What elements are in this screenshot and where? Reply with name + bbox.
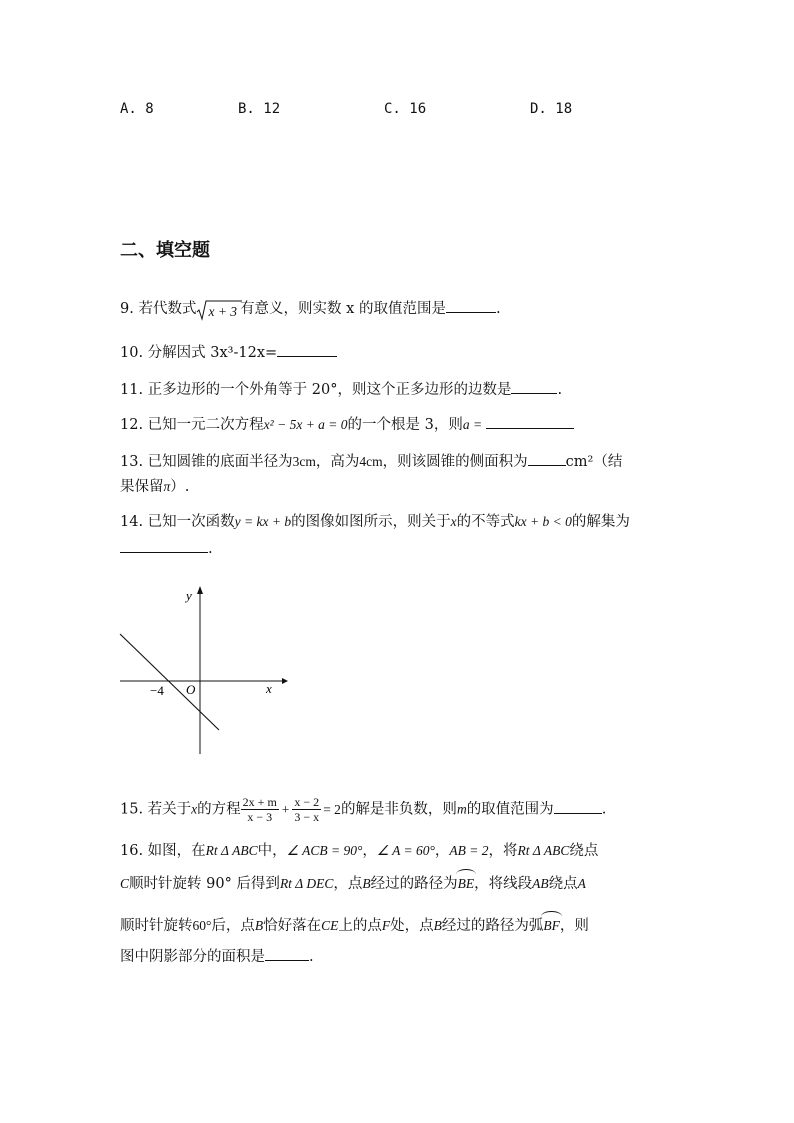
x-axis-label: x <box>266 681 272 696</box>
q16-degree-60: 60° <box>192 918 212 933</box>
question-16-line-3 <box>120 916 589 936</box>
y-axis-arrow-icon <box>197 586 203 594</box>
q14-mid2: 的不等式 <box>456 514 515 530</box>
q16-blank <box>265 946 309 961</box>
q16-l3-mid: 后，点 <box>211 918 255 934</box>
q14-pre: 14. 已知一次函数 <box>120 514 235 530</box>
q14-post: 的解集为 <box>571 514 630 530</box>
q15-pre: 15. 若关于 <box>120 801 192 818</box>
q16-angle-a: ∠ A = 60° <box>376 843 435 858</box>
q16-arc-bf: BF <box>543 916 560 936</box>
q12-pre: 12. 已知一元二次方程 <box>120 417 264 433</box>
q11-blank <box>511 379 557 394</box>
q12-variable: a = <box>462 417 483 432</box>
q16-l3-mid4: 处，点 <box>390 918 434 934</box>
origin-label: O <box>186 682 196 697</box>
question-16-line-4 <box>120 946 314 967</box>
q16-arc-be: BE <box>458 874 475 894</box>
q12-blank <box>486 414 574 429</box>
question-11 <box>120 379 562 400</box>
q14-function: y = kx + b <box>234 514 292 529</box>
q16-point-f: F <box>381 918 391 933</box>
question-12 <box>120 414 574 435</box>
q10-text: 10. 分解因式 3x³-12x= <box>120 345 278 361</box>
q16-l1-mid: 中， <box>257 843 287 859</box>
q15-x: x <box>191 801 198 817</box>
q13-blank <box>528 451 566 466</box>
question-14-line-1 <box>120 512 630 532</box>
q16-l3-pre: 顺时针旋转 <box>120 918 193 934</box>
q16-segment-ab: AB <box>532 876 549 891</box>
sqrt-radicand: x + 3 <box>208 304 238 319</box>
fraction-1 <box>241 795 279 824</box>
q16-point-a: A <box>577 876 586 891</box>
q15-end: . <box>601 801 607 818</box>
section-title: 二、填空题 <box>120 240 210 261</box>
sqrt-sign-icon <box>196 299 242 321</box>
q12-equation: x² − 5x + a = 0 <box>263 417 348 432</box>
q16-segment-ce: CE <box>321 918 339 933</box>
q16-l3-mid3: 上的点 <box>338 918 382 934</box>
question-14-line-2 <box>120 538 213 559</box>
q16-triangle-3: Rt Δ DEC <box>279 876 334 891</box>
q9-post: 有意义，则实数 x 的取值范围是 <box>240 301 446 317</box>
fraction-1-denominator: x − 3 <box>247 810 273 824</box>
q14-x: x <box>450 514 457 529</box>
q16-l3-mid2: 恰好落在 <box>263 918 322 934</box>
q16-ab: AB = 2 <box>449 843 489 858</box>
question-15 <box>120 795 606 824</box>
q10-blank <box>277 342 337 357</box>
fraction-2-denominator: 3 − x <box>294 810 320 824</box>
q15-post: 的解是非负数，则 <box>340 801 457 818</box>
q16-l3-end: ，则 <box>559 918 589 934</box>
question-10 <box>120 342 337 363</box>
q16-l2-mid3: ，将线段 <box>474 876 533 892</box>
question-16-line-1 <box>120 841 598 861</box>
question-13-line-1 <box>120 451 622 472</box>
q13-mid2: ，则该圆锥的侧面积为 <box>382 454 528 470</box>
q11-text: 11. 正多边形的一个外角等于 20°，则这个正多边形的边数是 <box>120 382 512 398</box>
function-line <box>120 634 219 730</box>
q15-m: m <box>456 801 467 817</box>
q13-unit: cm²（结 <box>565 454 623 470</box>
question-9 <box>120 298 501 322</box>
q16-comma-2: ， <box>434 843 450 859</box>
q15-post2: 的取值范围为 <box>466 801 554 818</box>
q16-comma-1: ， <box>362 843 377 859</box>
q15-blank <box>554 799 602 814</box>
q16-l2-mid2: 经过的路径为 <box>370 876 458 892</box>
q9-blank <box>446 298 496 313</box>
q13-mid1: ，高为 <box>315 454 360 470</box>
q16-l1-end: 绕点 <box>569 843 599 859</box>
q16-triangle-1: Rt Δ ABC <box>205 843 258 858</box>
fraction-1-numerator: 2x + m <box>242 795 277 809</box>
q16-l4: 图中阴影部分的面积是 <box>120 949 265 965</box>
q14-blank <box>120 538 208 553</box>
q16-point-b-2: B <box>254 918 264 933</box>
q16-l1-pre: 16. 如图，在 <box>120 843 206 859</box>
option-a: A. 8 <box>120 101 154 117</box>
y-axis-label: y <box>186 588 192 603</box>
q16-l2-pre: 顺时针旋转 90° 后得到 <box>129 876 280 892</box>
q9-pre: 若代数式 <box>138 301 197 317</box>
q12-mid: 的一个根是 3，则 <box>347 417 463 433</box>
q9-number: 9. <box>120 301 134 317</box>
option-c: C. 16 <box>384 101 427 117</box>
q13-line2-end: ）. <box>170 479 190 495</box>
q13-pre: 13. 已知圆锥的底面半径为 <box>120 454 293 470</box>
question-13-line-2 <box>120 477 189 497</box>
q16-l3-mid5: 经过的路径为弧 <box>441 918 544 934</box>
x-intercept-label: −4 <box>150 683 164 698</box>
q9-end: . <box>495 301 501 317</box>
q16-point-b-1: B <box>362 876 371 891</box>
q14-mid: 的图像如图所示，则关于 <box>291 514 451 530</box>
fraction-2 <box>292 795 321 824</box>
q16-end: . <box>309 949 314 965</box>
q13-pi: π <box>163 479 171 494</box>
option-d: D. 18 <box>530 101 573 117</box>
x-axis-arrow-icon <box>282 678 288 684</box>
fraction-2-numerator: x − 2 <box>294 795 320 809</box>
linear-function-graph <box>110 580 290 760</box>
q16-point-b-3: B <box>433 918 442 933</box>
q14-end: . <box>208 541 213 557</box>
q16-point-c: C <box>120 876 130 891</box>
q15-equals: = 2 <box>323 801 341 817</box>
q16-l2-mid: ，点 <box>333 876 363 892</box>
q11-end: . <box>557 382 563 398</box>
q15-mid: 的方程 <box>197 801 241 818</box>
q16-triangle-2: Rt Δ ABC <box>517 843 570 858</box>
sqrt-expression <box>196 302 240 322</box>
q13-line2-pre: 果保留 <box>120 479 164 495</box>
q16-l1-mid2: ，将 <box>488 843 518 859</box>
q16-angle-acb: ∠ ACB = 90° <box>286 843 363 858</box>
q15-plus: + <box>281 801 290 817</box>
q14-inequality: kx + b < 0 <box>514 514 572 529</box>
option-b: B. 12 <box>238 101 281 117</box>
question-16-line-2 <box>120 874 586 894</box>
q13-radius: 3cm <box>292 454 316 469</box>
q13-height: 4cm <box>359 454 383 469</box>
q16-l2-end: 绕点 <box>548 876 578 892</box>
